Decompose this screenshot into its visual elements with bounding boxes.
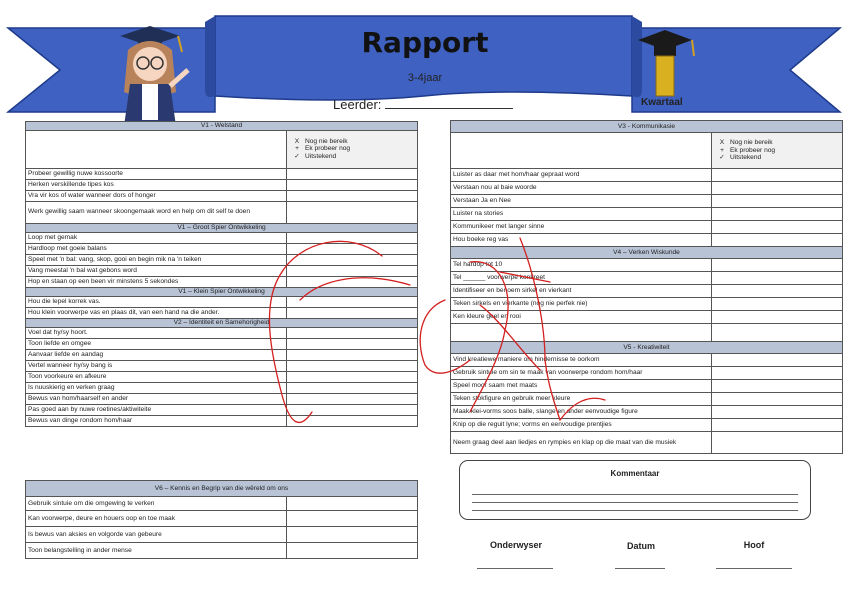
criterion-label: Identifiseer en benoem sirkel en vierkant: [451, 285, 712, 298]
criterion-label: Luister as daar met hom/haar gepraat word: [451, 169, 712, 182]
mark-cell[interactable]: [287, 527, 418, 543]
learner-name-line[interactable]: [385, 98, 513, 109]
signature-label-teacher: Onderwyser: [489, 540, 543, 550]
mark-cell[interactable]: [712, 259, 843, 272]
criterion-label: Is bewus van aksies en volgorde van gebeure: [26, 527, 287, 543]
mark-cell[interactable]: [712, 354, 843, 367]
legend-spacer: [26, 130, 287, 168]
criterion-label: Teken stokfigure en gebruik meer kleure: [451, 393, 712, 406]
criterion-label: Is nuuskierig en verken graag: [26, 382, 287, 393]
criterion-label: Maak klei-vorms soos balle, slange en ander eenvoudige figure: [451, 406, 712, 419]
mark-cell[interactable]: [287, 179, 418, 190]
mark-cell[interactable]: [712, 195, 843, 208]
mark-cell[interactable]: [287, 276, 418, 287]
mark-cell[interactable]: [287, 296, 418, 307]
mark-cell[interactable]: [287, 382, 418, 393]
mark-cell[interactable]: [712, 324, 843, 342]
criterion-label: Hou boeke reg vas: [451, 234, 712, 247]
criterion-label: Hop en staan op een been vir minstens 5 sekondes: [26, 276, 287, 287]
criterion-label: Vertel wanneer hy/sy bang is: [26, 360, 287, 371]
mark-cell[interactable]: [287, 168, 418, 179]
criterion-label: Gebruik sintuie om sin te maak van voorwerpe rondom hom/haar: [451, 367, 712, 380]
mark-cell[interactable]: [287, 360, 418, 371]
criterion-label: Vind kreatiewe maniere om hindernisse te oorkom: [451, 354, 712, 367]
mark-cell[interactable]: [287, 327, 418, 338]
criterion-label: Ken kleure geel en rooi: [451, 311, 712, 324]
v6-assessment-table: [25, 480, 418, 559]
section-header: V2 – Identiteit en Samehorigheid: [26, 318, 418, 327]
mark-cell[interactable]: [287, 201, 418, 223]
mark-cell[interactable]: [712, 234, 843, 247]
mark-cell[interactable]: [287, 190, 418, 201]
criterion-label: Toon belangstelling in ander mense: [26, 543, 287, 559]
left-assessment-table: [25, 121, 418, 427]
criterion-label: Speel moor saam met maats: [451, 380, 712, 393]
mark-cell[interactable]: [712, 298, 843, 311]
criterion-label: Gebruik sintuie om die omgewing te verken: [26, 497, 287, 511]
criterion-label: Vang meestal 'n bal wat gebons word: [26, 265, 287, 276]
mark-cell[interactable]: [712, 208, 843, 221]
section-header: V1 - Welstand: [26, 122, 418, 131]
criterion-label: Neem graag deel aan liedjes en rympies en klap op die maat van die musiek: [451, 432, 712, 454]
criterion-label: Knip op die reguit lyne; vorms en eenvoudige prentjies: [451, 419, 712, 432]
criterion-label: Aanvaar liefde en aandag: [26, 349, 287, 360]
legend-spacer: [451, 133, 712, 169]
mark-cell[interactable]: [287, 349, 418, 360]
graduate-girl-illustration: [100, 22, 200, 132]
mark-cell[interactable]: [712, 285, 843, 298]
signature-line-principal[interactable]: [716, 568, 792, 569]
mark-cell[interactable]: [287, 338, 418, 349]
section-header: V5 - Kreatiwiteit: [451, 342, 843, 354]
signature-line-teacher[interactable]: [477, 568, 553, 569]
graduation-cap-icon: [630, 22, 700, 102]
mark-cell[interactable]: [712, 367, 843, 380]
criterion-label: Hou die lepel korrek vas.: [26, 296, 287, 307]
section-header: V6 – Kennis en Begrip van die wêreld om ons: [26, 481, 418, 497]
learner-label: Leerder:: [333, 97, 382, 112]
mark-cell[interactable]: [287, 415, 418, 426]
mark-cell[interactable]: [712, 221, 843, 234]
mark-cell[interactable]: [712, 432, 843, 454]
mark-cell[interactable]: [287, 497, 418, 511]
mark-cell[interactable]: [287, 404, 418, 415]
criterion-label: Toon voorkeure en afkeure: [26, 371, 287, 382]
comment-title: Kommentaar: [610, 469, 660, 478]
criterion-label: Voel dat hy/sy hoort.: [26, 327, 287, 338]
mark-cell[interactable]: [287, 307, 418, 318]
right-assessment-table: [450, 120, 843, 454]
mark-cell[interactable]: [287, 254, 418, 265]
criterion-label: Verstaan nou al baie woorde: [451, 182, 712, 195]
comment-line: [472, 510, 798, 511]
mark-cell[interactable]: [712, 406, 843, 419]
criterion-label: Bewus van dinge rondom hom/haar: [26, 415, 287, 426]
mark-cell[interactable]: [287, 543, 418, 559]
section-header: V3 - Kommunikasie: [451, 121, 843, 133]
criterion-label: Luister na stories: [451, 208, 712, 221]
legend: X Nog nie bereik + Ek probeer nog ✓ Uitstekend: [287, 130, 418, 168]
legend: X Nog nie bereik + Ek probeer nog ✓ Uitstekend: [712, 133, 843, 169]
learner-field: [333, 97, 513, 112]
mark-cell[interactable]: [287, 371, 418, 382]
criterion-label: Herken verskillende tipes kos: [26, 179, 287, 190]
signature-line-date[interactable]: [615, 568, 665, 569]
criterion-label: Vra vir kos of water wanneer dors of honger: [26, 190, 287, 201]
age-group: 3-4jaar: [407, 72, 443, 84]
criterion-label: Kommunikeer met langer sinne: [451, 221, 712, 234]
criterion-label: Teken sirkels en vierkante (nog nie perfek nie): [451, 298, 712, 311]
criterion-label: Tel hardop tot 10: [451, 259, 712, 272]
mark-cell[interactable]: [287, 243, 418, 254]
criterion-label: [451, 324, 712, 342]
mark-cell[interactable]: [287, 511, 418, 527]
criterion-label: Kan voorwerpe, deure en houers oop en toe maak: [26, 511, 287, 527]
criterion-label: Tel ______ voorwerpe konkreet: [451, 272, 712, 285]
mark-cell[interactable]: [712, 419, 843, 432]
criterion-label: Speel met 'n bal: vang, skop, gooi en begin mik na 'n teiken: [26, 254, 287, 265]
mark-cell[interactable]: [287, 393, 418, 404]
mark-cell[interactable]: [712, 380, 843, 393]
criterion-label: Toon liefde en omgee: [26, 338, 287, 349]
criterion-label: Hardloop met goeie balans: [26, 243, 287, 254]
criterion-label: Probeer gewillig nuwe kossoorte: [26, 168, 287, 179]
mark-cell[interactable]: [712, 169, 843, 182]
report-title: Rapport: [361, 26, 489, 59]
section-header: V1 – Groot Spier Ontwikkeling: [26, 223, 418, 232]
mark-cell[interactable]: [712, 182, 843, 195]
mark-cell[interactable]: [287, 232, 418, 243]
section-header: V1 – Klein Spier Ontwikkeling: [26, 287, 418, 296]
criterion-label: Bewus van hom/haarself en ander: [26, 393, 287, 404]
criterion-label: Pas goed aan by nuwe roetines/aktiwiteite: [26, 404, 287, 415]
mark-cell[interactable]: [712, 311, 843, 324]
mark-cell[interactable]: [712, 272, 843, 285]
quarter-label: Kwartaal: [641, 97, 683, 108]
mark-cell[interactable]: [287, 265, 418, 276]
mark-cell[interactable]: [712, 393, 843, 406]
criterion-label: Hou klein voorwerpe vas en plaas dit, van een hand na die ander.: [26, 307, 287, 318]
signature-label-principal: Hoof: [743, 540, 765, 550]
criterion-label: Werk gewillig saam wanneer skoongemaak word en help om dit self te doen: [26, 201, 287, 223]
signature-label-date: Datum: [626, 541, 655, 551]
section-header: V4 – Verken Wiskunde: [451, 247, 843, 259]
criterion-label: Loop met gemak: [26, 232, 287, 243]
comment-line: [472, 494, 798, 495]
comment-line: [472, 502, 798, 503]
comment-box[interactable]: [459, 460, 811, 520]
criterion-label: Verstaan Ja en Nee: [451, 195, 712, 208]
